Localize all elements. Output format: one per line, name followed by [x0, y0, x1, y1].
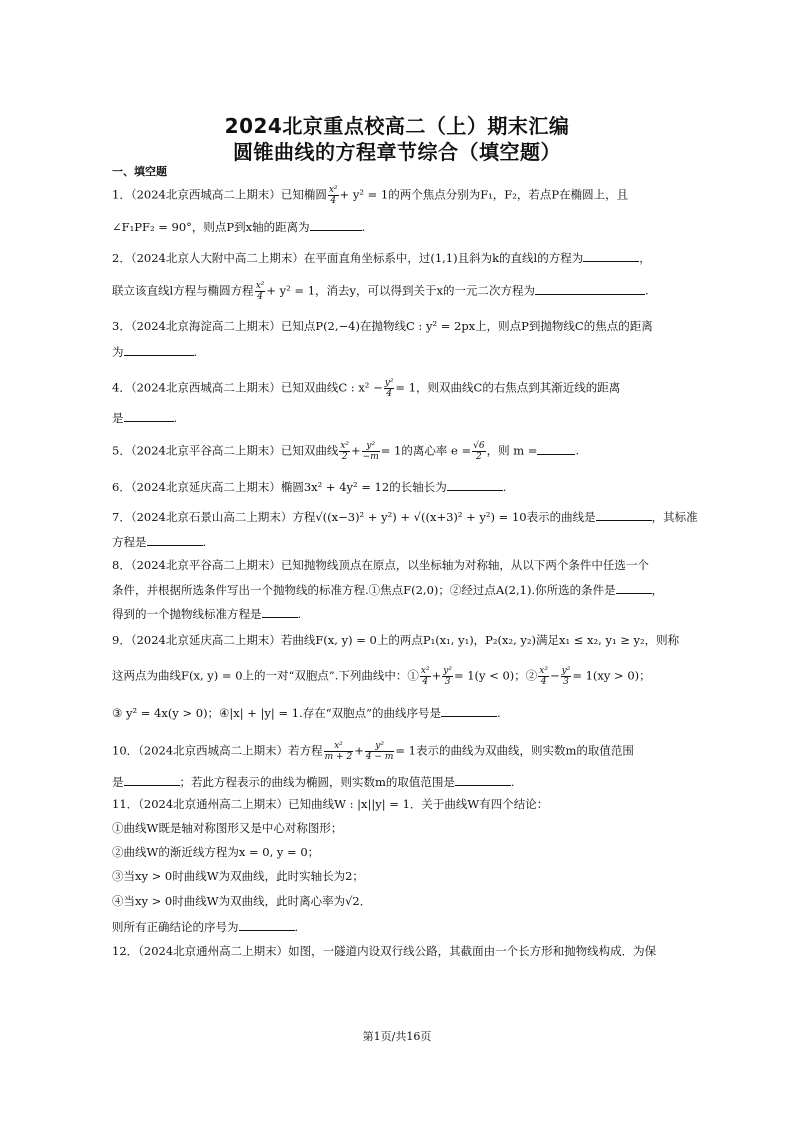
q4-fraction: $\frac{\text{y²}}{4}$: [384, 378, 394, 399]
q10-text: 10．（2024北京西城高二上期末）若方程: [112, 743, 323, 758]
q1-text: 1．（2024北京西城高二上期末）已知椭圆: [112, 187, 327, 202]
section-heading: 一、填空题: [112, 165, 167, 178]
q11-statement-4: ④当xy > 0时曲线W为双曲线，此时离心率为√2．: [112, 894, 372, 908]
q11-statement-1: ①曲线W既是轴对称图形又是中心对称图形；: [112, 821, 343, 835]
q4-line-2: 是 .: [112, 411, 178, 425]
answer-blank[interactable]: [124, 409, 174, 422]
q1-fraction: $\frac{\text{x²}}{4}$: [328, 185, 338, 206]
q11-statement-3: ③当xy > 0时曲线W为双曲线，此时实轴长为2；: [112, 869, 364, 883]
q9-fraction-4: $\frac{\text{y²}}{3}$: [561, 666, 571, 687]
q9-fraction-3: $\frac{\text{x²}}{4}$: [539, 666, 548, 687]
q9-text-3: ③ y² = 4x(y > 0)；④|x| + |y| = 1.存在“双胞点”的曲线序号是: [112, 706, 441, 720]
q11-statement-2: ②曲线W的渐近线方程为x = 0, y = 0；: [112, 845, 320, 859]
q9-line-3: ③ y² = 4x(y > 0)；④|x| + |y| = 1.存在“双胞点”的曲线序号是 .: [112, 706, 501, 720]
q2-line-2: 联立该直线l方程与椭圆方程 $\frac{\text{x²}}{4}$ + y² = 1，消去y，可以得到关于x的一元二次方程为 .: [112, 281, 649, 302]
q2-text: 2．（2024北京人大附中高二上期末）在平面直角坐标系中，过(1,1)且斜为k的直线l的方程为: [112, 251, 584, 265]
q6-line-1: 6．（2024北京延庆高二上期末）椭圆3x² + 4y² = 12的长轴长为 .: [112, 480, 507, 494]
q10-fraction-2: $\frac{\text{y²}}{4 - m}$: [365, 741, 394, 762]
q9-text-2: 这两点为曲线F(x, y) = 0上的一对“双胞点”.下列曲线中：①: [112, 668, 419, 683]
q1-line-2: ∠F₁PF₂ = 90°，则点P到x轴的距离为 .: [112, 220, 366, 234]
q9-text: 9．（2024北京延庆高二上期末）若曲线F(x, y) = 0上的两点P₁(x₁, y₁)，P₂(x₂, y₂)满足x₁ ≤ x₂, y₁ ≥ y₂，则称: [112, 633, 680, 647]
answer-blank[interactable]: [310, 218, 362, 231]
q10-text-2: = 1表示的曲线为双曲线，则实数m的取值范围: [395, 743, 634, 758]
q3-text: 3．（2024北京海淀高二上期末）已知点P(2,−4)在抛物线C : y² = 2px上，则点P到抛物线C的焦点的距离: [112, 319, 653, 333]
answer-blank[interactable]: [147, 533, 203, 546]
q1-text-3: ∠F₁PF₂ = 90°，则点P到x轴的距离为: [112, 220, 310, 234]
q2-text-2: 联立该直线l方程与椭圆方程: [112, 283, 254, 298]
q5-text: 5．（2024北京平谷高二上期末）已知双曲线: [112, 443, 339, 458]
q10-line-1: 10．（2024北京西城高二上期末）若方程 $\frac{\text{x²}}{m + 2}$ + $\frac{\text{y²}}{4 - m}$ = 1表示的曲线为双曲线，则实数m的取值范围: [112, 741, 634, 762]
q5-fraction-3: $\frac{√6}{2}$: [473, 441, 485, 462]
q2-line-1: 2．（2024北京人大附中高二上期末）在平面直角坐标系中，过(1,1)且斜为k的直线l的方程为 ，: [112, 251, 651, 265]
q9-fraction-1: $\frac{\text{x²}}{4}$: [420, 666, 430, 687]
q4-text-2: = 1，则双曲线C的右焦点到其渐近线的距离: [395, 380, 621, 395]
q9-line-2: 这两点为曲线F(x, y) = 0上的一对“双胞点”.下列曲线中：① $\frac{\text{x²}}{4}$ + $\frac{\text{y²}}{3}$ = 1(y < 0)；② $\frac{\text{x²}}{4}$ − $\frac{\text{y²}}{3}$ = 1(xy > 0)；: [112, 666, 651, 687]
q9-fraction-2: $\frac{\text{y²}}{3}$: [443, 666, 452, 687]
q5-line-1: 5．（2024北京平谷高二上期末）已知双曲线 $\frac{\text{x²}}{2}$ + $\frac{\text{y²}}{-m}$ = 1的离心率 e = $\frac{√6}{2}$ ，则 m = .: [112, 441, 580, 462]
q7-line-2: 方程是 .: [112, 535, 207, 549]
q10-line-2: 是 ；若此方程表示的曲线为椭圆，则实数m的取值范围是 .: [112, 775, 515, 789]
q10-fraction-1: $\frac{\text{x²}}{m + 2}$: [324, 741, 353, 762]
answer-blank[interactable]: [124, 773, 180, 786]
q12-line-1: [112, 943, 686, 959]
q5-fraction-2: $\frac{\text{y²}}{-m}$: [362, 441, 379, 462]
q5-text-2: = 1的离心率 e =: [380, 443, 472, 458]
answer-blank[interactable]: [262, 605, 298, 618]
page-subtitle: 圆锥曲线的方程章节综合（填空题）: [233, 140, 561, 164]
q10-text-3: ；若此方程表示的曲线为椭圆，则实数m的取值范围是: [179, 775, 455, 789]
q6-text: 6．（2024北京延庆高二上期末）椭圆3x² + 4y² = 12的长轴长为: [112, 480, 447, 494]
answer-blank[interactable]: [535, 282, 645, 295]
page-footer: 第1页/共16页: [362, 1030, 432, 1043]
answer-blank[interactable]: [596, 508, 652, 521]
answer-blank[interactable]: [537, 442, 575, 455]
q2-fraction: $\frac{\text{x²}}{4}$: [255, 281, 265, 302]
q7-text: 7．（2024北京石景山高二上期末）方程√((x−3)² + y²) + √((x+3)² + y²) = 10表示的曲线是: [112, 510, 596, 524]
q2-text-3: + y² = 1，消去y，可以得到关于x的一元二次方程为: [266, 283, 536, 298]
q3-line-2: 为 .: [112, 345, 198, 359]
q4-line-1: [112, 378, 686, 399]
q4-text: 4．（2024北京西城高二上期末）已知双曲线C : x² −: [112, 380, 383, 395]
answer-blank[interactable]: [455, 773, 511, 786]
q8-line-2: 条件，并根据所选条件写出一个抛物线的标准方程.①焦点F(2,0)；②经过点A(2,1).你所选的条件是 ，: [112, 583, 664, 597]
answer-blank[interactable]: [447, 478, 503, 491]
q8-line-1: [112, 557, 686, 573]
q11-text: 11．（2024北京通州高二上期末）已知曲线W : |x||y| = 1．关于曲线W有四个结论：: [112, 797, 549, 811]
q1-text-2: + y² = 1的两个焦点分别为F₁，F₂，若点P在椭圆上，且: [339, 187, 629, 202]
q11-line-1: [112, 796, 686, 812]
q12-text: 12．（2024北京通州高二上期末）如图，一隧道内设双行线公路，其截面由一个长方形和抛物线构成．为保: [112, 944, 657, 958]
q5-fraction-1: $\frac{\text{x²}}{2}$: [340, 441, 350, 462]
q8-line-3: 得到的一个抛物线标准方程是 .: [112, 607, 302, 621]
q8-text-2: 条件，并根据所选条件写出一个抛物线的标准方程.①焦点F(2,0)；②经过点A(2,1).你所选的条件是: [112, 583, 616, 597]
answer-blank[interactable]: [124, 343, 194, 356]
q3-line-1: [112, 318, 686, 334]
answer-blank[interactable]: [441, 704, 497, 717]
answer-blank[interactable]: [239, 918, 295, 931]
answer-blank[interactable]: [583, 249, 639, 262]
page-title: 2024北京重点校高二（上）期末汇编: [224, 114, 570, 138]
q7-line-1: 7．（2024北京石景山高二上期末）方程√((x−3)² + y²) + √((x+3)² + y²) = 10表示的曲线是 ，其标准: [112, 510, 698, 524]
q11-line-6: 则所有正确结论的序号为 .: [112, 920, 299, 934]
q9-line-1: [112, 632, 686, 648]
answer-blank[interactable]: [616, 581, 652, 594]
q8-text: 8．（2024北京平谷高二上期末）已知抛物线顶点在原点，以坐标轴为对称轴，从以下两个条件中任选一个: [112, 558, 649, 572]
q1-line-1: [112, 185, 686, 206]
q5-text-3: ，则 m =: [486, 443, 538, 458]
